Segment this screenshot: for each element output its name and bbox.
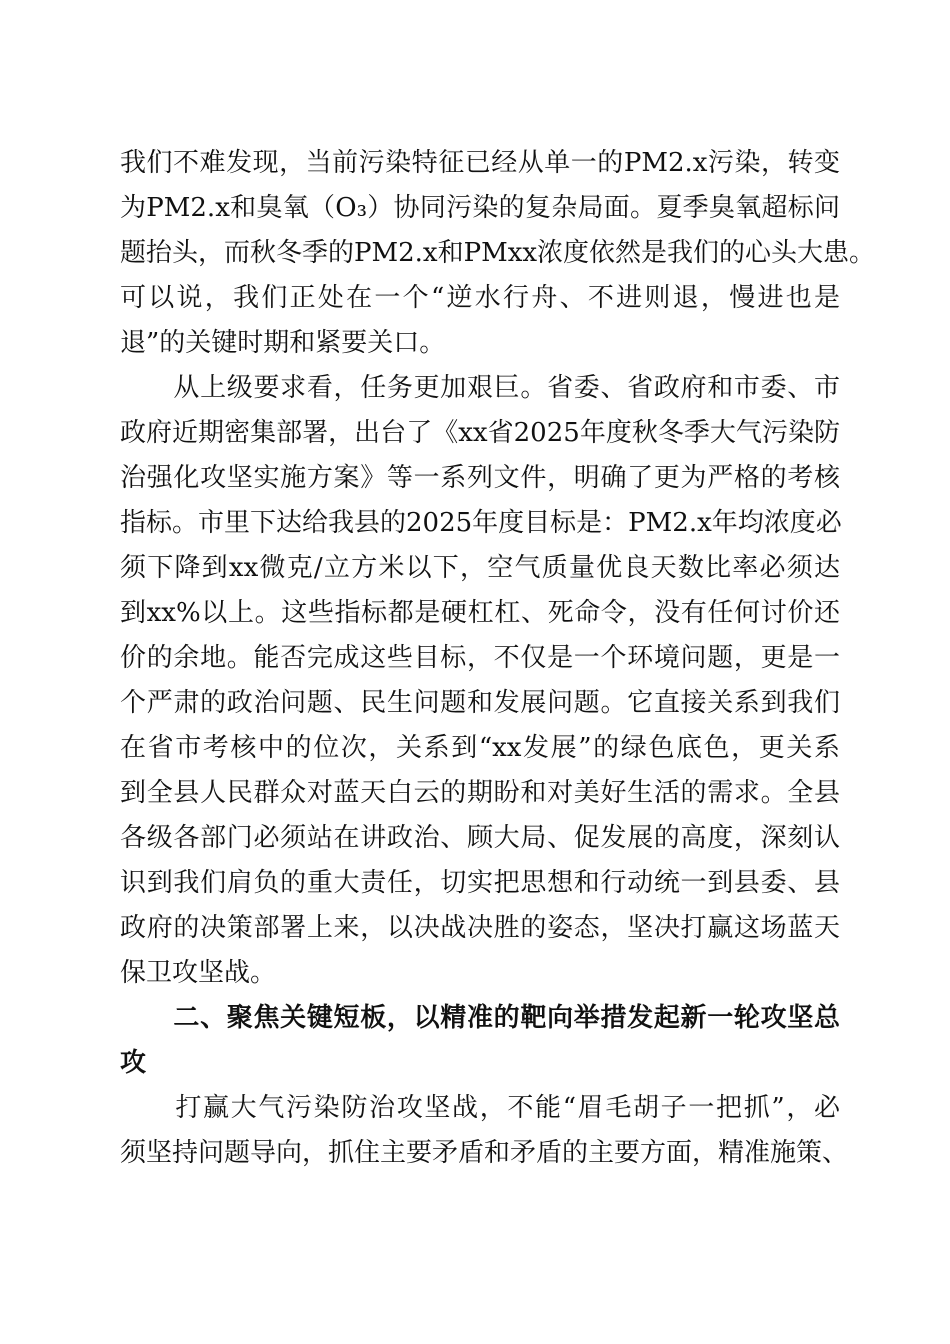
text-line: 保卫攻坚战。: [120, 958, 277, 988]
text-line: 各级各部门必须站在讲政治、顾大局、促发展的高度，深刻认: [120, 823, 840, 853]
text-line: 政府的决策部署上来，以决战决胜的姿态，坚决打赢这场蓝天: [120, 913, 840, 943]
text-line: 价的余地。能否完成这些目标，不仅是一个环境问题，更是一: [120, 643, 840, 673]
section-heading-line: 二、聚焦关键短板，以精准的靶向举措发起新一轮攻坚总: [120, 1003, 840, 1033]
text-line: 题抬头，而秋冬季的PM2.x和PMxx浓度依然是我们的心头大患。: [120, 238, 876, 268]
text-line: 到xx%以上。这些指标都是硬杠杠、死命令，没有任何讨价还: [120, 598, 840, 628]
text-line: 退”的关键时期和紧要关口。: [120, 328, 446, 358]
text-line: 个严肃的政治问题、民生问题和发展问题。它直接关系到我们: [120, 688, 840, 718]
text-line: 指标。市里下达给我县的2025年度目标是：PM2.x年均浓度必: [120, 508, 842, 538]
text-line: 须坚持问题导向，抓住主要矛盾和矛盾的主要方面，精准施策、: [120, 1138, 849, 1168]
text-line: 政府近期密集部署，出台了《xx省2025年度秋冬季大气污染防: [120, 418, 840, 448]
section-heading-line: 攻: [120, 1048, 147, 1078]
text-line: 须下降到xx微克/立方米以下，空气质量优良天数比率必须达: [120, 553, 840, 583]
text-line: 从上级要求看，任务更加艰巨。省委、省政府和市委、市: [120, 373, 840, 403]
text-line: 治强化攻坚实施方案》等一系列文件，明确了更为严格的考核: [120, 463, 840, 493]
text-line: 打赢大气污染防治攻坚战，不能“眉毛胡子一把抓”，必: [120, 1093, 840, 1123]
text-line: 识到我们肩负的重大责任，切实把思想和行动统一到县委、县: [120, 868, 840, 898]
text-line: 为PM2.x和臭氧（O₃）协同污染的复杂局面。夏季臭氧超标问: [120, 193, 840, 223]
text-line: 我们不难发现，当前污染特征已经从单一的PM2.x污染，转变: [120, 148, 840, 178]
text-line: 到全县人民群众对蓝天白云的期盼和对美好生活的需求。全县: [120, 778, 840, 808]
text-line: 可以说，我们正处在一个“逆水行舟、不进则退，慢进也是: [120, 283, 840, 313]
text-line: 在省市考核中的位次，关系到“xx发展”的绿色底色，更关系: [120, 733, 840, 763]
